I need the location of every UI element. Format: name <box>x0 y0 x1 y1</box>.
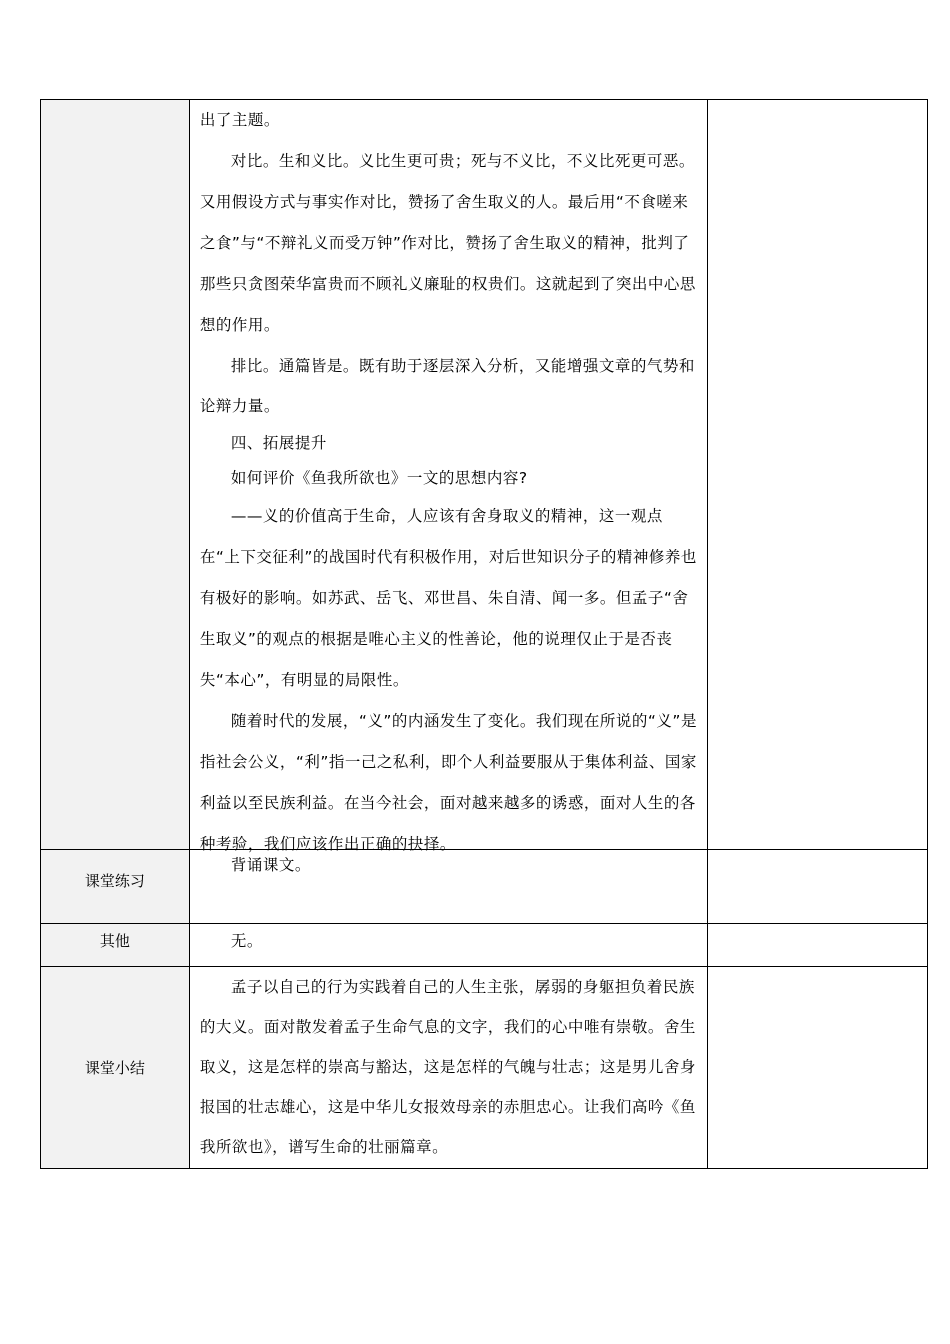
table-row <box>41 924 928 967</box>
lesson-table <box>40 99 928 1169</box>
paragraph: 对比。生和义比。义比生更可贵；死与不义比，不义比死更可恶。又用假设方式与事实作对比，赞扬了舍生取义的人。最后用“不食嗟来之食”与“不辩礼义而受万钟”作对比，赞扬了舍生取义的精神，批判了那些只贪图荣华富贵而不顾礼义廉耻的权贵们。这就起到了突出中心思想的作用。 <box>199 152 696 334</box>
notes-cell <box>708 100 928 850</box>
paragraph: 出了主题。 <box>199 111 280 129</box>
row-label-cell <box>41 100 190 850</box>
paragraph: 背诵课文。 <box>230 856 311 874</box>
content-cell <box>190 967 708 1169</box>
paragraph: 无。 <box>230 932 263 950</box>
paragraph: ——义的价值高于生命，人应该有舍身取义的精神，这一观点在“上下交征利”的战国时代有积极作用，对后世知识分子的精神修养也有极好的影响。如苏武、岳飞、邓世昌、朱自清、闻一多。但孟子“舍生取义”的观点的根据是唯心主义的性善论，他的说理仅止于是否丧失“本心”，有明显的局限性。 <box>199 507 697 689</box>
row-label-cell: 课堂练习 <box>41 850 190 924</box>
table-row <box>41 100 928 853</box>
paragraph: 随着时代的发展，“义”的内涵发生了变化。我们现在所说的“义”是指社会公义，“利”指一己之私利，即个人利益要服从于集体利益、国家利益以至民族利益。在当今社会，面对越来越多的诱惑，面对人生的各种考验，我们应该作出正确的抉择。 <box>199 712 697 853</box>
row-label-cell: 课堂小结 <box>41 967 190 1169</box>
section-heading: 四、拓展提升 <box>230 434 327 452</box>
content-cell <box>190 924 708 967</box>
notes-cell <box>708 967 928 1169</box>
notes-cell <box>708 924 928 967</box>
paragraph: 排比。通篇皆是。既有助于逐层深入分析，又能增强文章的气势和论辩力量。 <box>199 357 695 415</box>
notes-cell <box>708 850 928 924</box>
paragraph: 孟子以自己的行为实践着自己的人生主张，孱弱的身躯担负着民族的大义。面对散发着孟子生命气息的文字，我们的心中唯有崇敬。舍生取义，这是怎样的崇高与豁达，这是怎样的气魄与壮志；这是男儿舍身报国的壮志雄心，这是中华儿女报效母亲的赤胆忠心。让我们高吟《鱼我所欲也》，谱写生命的壮丽篇章。 <box>199 978 696 1156</box>
table-row <box>41 850 928 924</box>
content-cell <box>190 100 708 853</box>
row-label-cell: 其他 <box>41 924 190 967</box>
table-row <box>41 967 928 1169</box>
content-cell <box>190 850 708 924</box>
paragraph: 如何评价《鱼我所欲也》一文的思想内容? <box>230 469 528 487</box>
